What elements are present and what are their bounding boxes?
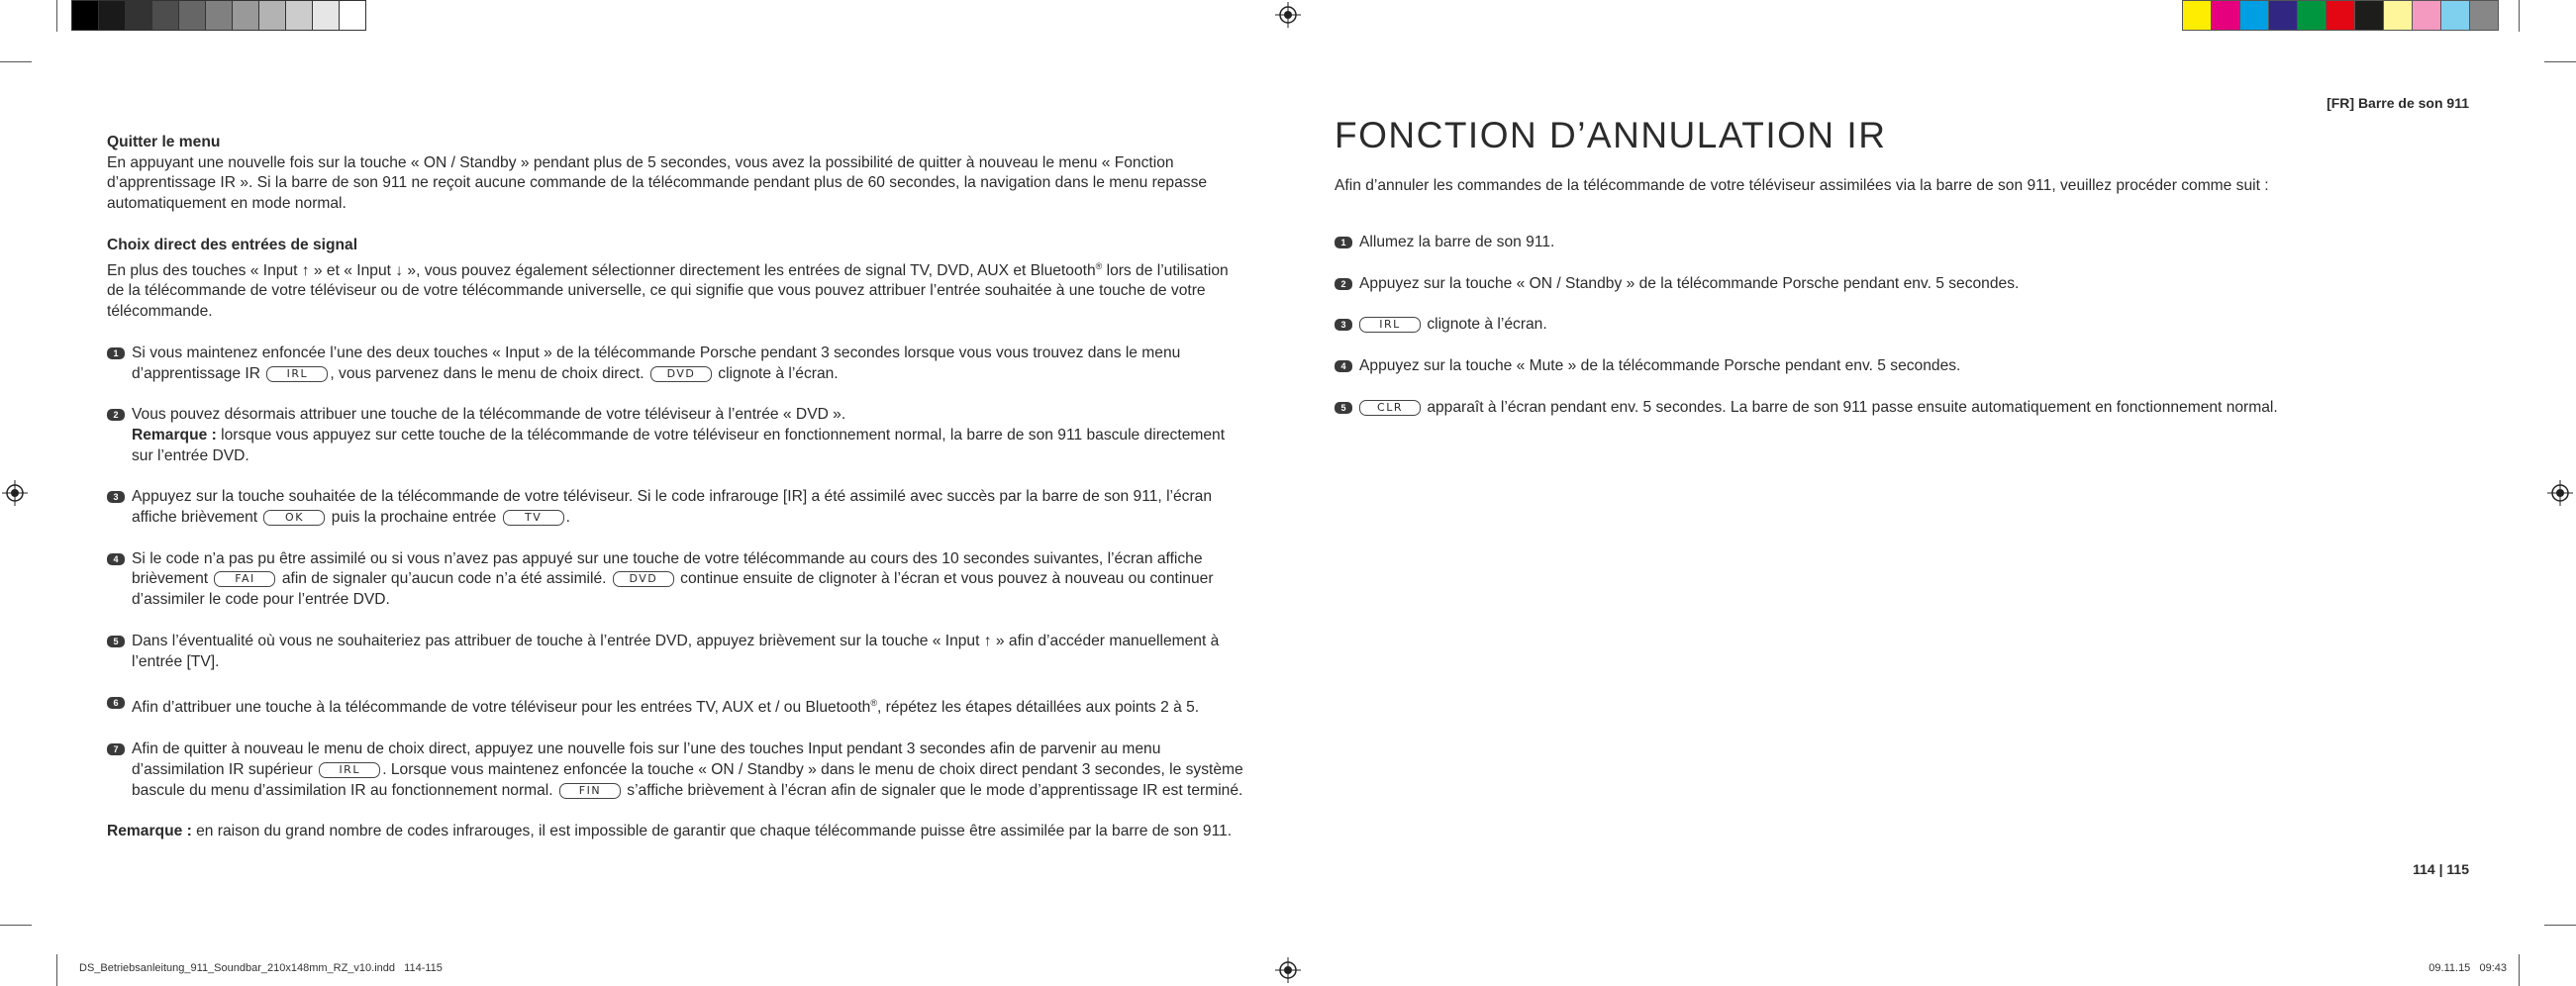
display-key-irl: IRL — [266, 366, 328, 382]
color-calibration-strip — [2182, 0, 2499, 31]
crop-mark — [2544, 61, 2576, 62]
step-text: » afin d’accéder manuellement à l’entrée [TV]. — [132, 632, 1220, 670]
list-item — [1335, 233, 2473, 253]
arrow-up-icon: ↑ — [301, 261, 310, 279]
step-text: puis la prochaine entrée — [327, 509, 501, 527]
crop-mark — [0, 61, 32, 62]
step-number-badge: 6 — [107, 697, 125, 709]
display-key-irl: IRL — [1359, 317, 1421, 333]
step-text: , vous parvenez dans le menu de choix direct. — [330, 364, 648, 382]
list-item — [1335, 315, 2473, 336]
remark-label: Remarque : — [132, 426, 217, 444]
display-key-irl: IRL — [319, 762, 380, 778]
step-number-badge: 3 — [1335, 319, 1352, 331]
step-number-badge: 4 — [107, 553, 125, 565]
registration-mark-icon — [1275, 2, 1301, 28]
gray-swatch — [313, 1, 340, 30]
step-text: Appuyez sur la touche « Mute » de la télécommande Porsche pendant env. 5 secondes. — [1359, 357, 1961, 375]
gray-swatch — [206, 1, 233, 30]
list-item — [1335, 274, 2473, 295]
direct-choice-text: », vous pouvez également sélectionner directement les entrées de signal TV, DVD, AUX et Bluetooth — [403, 261, 1096, 279]
color-swatch — [2441, 1, 2470, 30]
display-key-fin: FIN — [559, 783, 621, 799]
display-key-dvd: DVD — [613, 571, 674, 587]
crop-mark — [2544, 925, 2576, 926]
step-text: s’affiche brièvement à l’écran afin de signaler que le mode d’apprentissage IR est terminé. — [622, 781, 1243, 799]
display-key-fai: FAI — [214, 571, 275, 587]
remark-text: en raison du grand nombre de codes infrarouges, il est impossible de garantir que chaque télécommande puisse être assimilée par la barre de son 911. — [191, 823, 1233, 840]
step-text: apparaît à l’écran pendant env. 5 secondes. La barre de son 911 passe ensuite automatiquement en fonctionnement normal. — [1423, 398, 2278, 416]
registration-mark-icon — [2, 480, 28, 506]
page-title: FONCTION D’ANNULATION IR — [1335, 115, 1887, 155]
grayscale-calibration-strip — [71, 0, 366, 31]
quit-menu-text: En appuyant une nouvelle fois sur la touche « ON / Standby » pendant plus de 5 secondes, vous avez la possibilité de quitter à nouveau le menu « Fonction d’apprentissage IR ». Si la barre de son 911 ne reçoit aucune commande de la télécommande pendant plus de 60 secondes, la navigation dans le menu repasse automatiquement en mode normal. — [107, 153, 1208, 213]
step-text: Dans l’éventualité où vous ne souhaiteriez pas attribuer de touche à l’entrée DVD, appuyez brièvement sur la touche « Input — [132, 632, 984, 649]
crop-mark — [0, 925, 32, 926]
list-item — [107, 405, 1245, 466]
list-item — [107, 344, 1245, 384]
color-swatch — [2269, 1, 2298, 30]
step-text: clignote à l’écran. — [713, 364, 839, 382]
step-number-badge: 3 — [107, 491, 125, 503]
list-item — [107, 549, 1245, 611]
crop-mark — [56, 0, 57, 32]
remark-label: Remarque : — [107, 823, 192, 840]
list-item — [1335, 398, 2473, 419]
display-key-clr: CLR — [1359, 400, 1421, 416]
cancel-steps-list — [1335, 233, 2473, 440]
step-text: Afin de quitter à nouveau le menu de choix direct, appuyez une nouvelle fois sur l’une des touches Input pendant 3 secondes afin de parvenir au menu d’assimilation IR supérieur — [132, 740, 1161, 778]
direct-choice-section — [107, 236, 1245, 323]
registration-mark-icon — [1275, 957, 1301, 983]
step-text: clignote à l’écran. — [1423, 316, 1547, 334]
quit-menu-section — [107, 133, 1245, 215]
step-text: Appuyez sur la touche « ON / Standby » de la télécommande Porsche pendant env. 5 secondes. — [1359, 274, 2020, 292]
step-number-badge: 1 — [107, 347, 125, 359]
step-number-badge: 4 — [1335, 360, 1352, 372]
crop-mark — [56, 954, 57, 986]
final-remark — [107, 822, 1354, 842]
direct-choice-text: En plus des touches « Input — [107, 261, 302, 279]
gray-swatch — [259, 1, 286, 30]
registered-mark: ® — [870, 698, 877, 709]
list-item — [107, 740, 1245, 801]
gray-swatch — [233, 1, 259, 30]
step-number-badge: 5 — [107, 636, 125, 647]
list-item — [107, 632, 1245, 672]
gray-swatch — [286, 1, 313, 30]
list-item — [1335, 356, 2473, 377]
color-swatch — [2298, 1, 2327, 30]
color-swatch — [2413, 1, 2441, 30]
step-text: Si le code n’a pas pu être assimilé ou si vous n’avez pas appuyé sur une touche de votre télécommande au cours des 10 secondes suivantes, l’écran affiche brièvement — [132, 549, 1203, 588]
direct-choice-text: lors de l’utilisation de la télécommande de votre téléviseur ou de votre télécommande universelle, ce qui signifie que vous pouvez attribuer l’entrée souhaitée à une touche de votre télécommande. — [107, 261, 1229, 321]
step-number-badge: 1 — [1335, 237, 1352, 248]
gray-swatch — [152, 1, 179, 30]
list-item — [107, 693, 1245, 719]
footer-date: 09.11.15 09:43 — [2428, 962, 2507, 974]
intro-text: Afin d’annuler les commandes de la télécommande de votre téléviseur assimilées via la barre de son 911, veuillez procéder comme suit : — [1335, 177, 2269, 194]
step-text: Si vous maintenez enfoncée l’une des deux touches « Input » de la télécommande Porsche pendant 3 secondes lorsque vous vous trouvez dans le menu d’apprentissage IR — [132, 344, 1181, 382]
step-number-badge: 7 — [107, 743, 125, 755]
gray-swatch — [126, 1, 152, 30]
step-text: Vous pouvez désormais attribuer une touche de la télécommande de votre téléviseur à l’entrée « DVD ». — [132, 406, 846, 424]
gray-swatch — [72, 1, 99, 30]
color-swatch — [2212, 1, 2240, 30]
step-number-badge: 2 — [1335, 278, 1352, 290]
display-key-tv: TV — [503, 510, 564, 526]
arrow-up-icon: ↑ — [983, 632, 992, 649]
gray-swatch — [340, 1, 365, 30]
left-page — [107, 133, 1245, 863]
quit-menu-heading: Quitter le menu — [107, 134, 221, 150]
step-text: , répétez les étapes détaillées aux points 2 à 5. — [877, 699, 1200, 717]
registered-mark: ® — [1095, 260, 1103, 271]
section-header: [FR] Barre de son 911 — [2327, 95, 2469, 111]
registration-mark-icon — [2547, 480, 2573, 506]
color-swatch — [2470, 1, 2498, 30]
direct-choice-text: » et « Input — [309, 261, 396, 279]
step-number-badge: 5 — [1335, 402, 1352, 414]
crop-mark — [2519, 0, 2520, 32]
arrow-down-icon: ↓ — [395, 261, 404, 279]
crop-mark — [2519, 954, 2520, 986]
gray-swatch — [99, 1, 126, 30]
step-text: . Lorsque vous maintenez enfoncée la touche « ON / Standby » dans le menu de choix direct pendant 3 secondes, le système bascule du menu d’assimilation IR au fonctionnement normal. — [132, 760, 1243, 799]
step-text: Allumez la barre de son 911. — [1359, 234, 1555, 250]
color-swatch — [2240, 1, 2269, 30]
color-swatch — [2183, 1, 2212, 30]
color-swatch — [2384, 1, 2413, 30]
gray-swatch — [179, 1, 206, 30]
page-number: 114 | 115 — [2413, 861, 2469, 877]
display-key-dvd: DVD — [650, 366, 712, 382]
footer-file-info: DS_Betriebsanleitung_911_Soundbar_210x148mm_RZ_v10.indd 114-115 — [79, 962, 443, 974]
step-text: Appuyez sur la touche souhaitée de la télécommande de votre téléviseur. Si le code infrarouge [IR] a été assimilé avec succès par la barre de son 911, l’écran affiche brièvement — [132, 488, 1213, 527]
step-text: continue ensuite de clignoter à l’écran et vous pouvez à nouveau ou continuer d’assimiler le code pour l’entrée DVD. — [132, 570, 1214, 609]
step-text: Afin d’attribuer une touche à la télécommande de votre téléviseur pour les entrées TV, AUX et / ou Bluetooth — [132, 699, 871, 717]
step-text: afin de signaler qu’aucun code n’a été assimilé. — [277, 570, 611, 588]
display-key-ok: OK — [263, 510, 325, 526]
step-number-badge: 2 — [107, 409, 125, 421]
step-text: . — [565, 509, 570, 527]
color-swatch — [2355, 1, 2384, 30]
direct-choice-heading: Choix direct des entrées de signal — [107, 236, 358, 253]
list-item — [107, 487, 1245, 528]
color-swatch — [2327, 1, 2355, 30]
step-text: lorsque vous appuyez sur cette touche de la télécommande de votre téléviseur en fonctionnement normal, la barre de son 911 bascule directement sur l’entrée DVD. — [132, 426, 1226, 464]
